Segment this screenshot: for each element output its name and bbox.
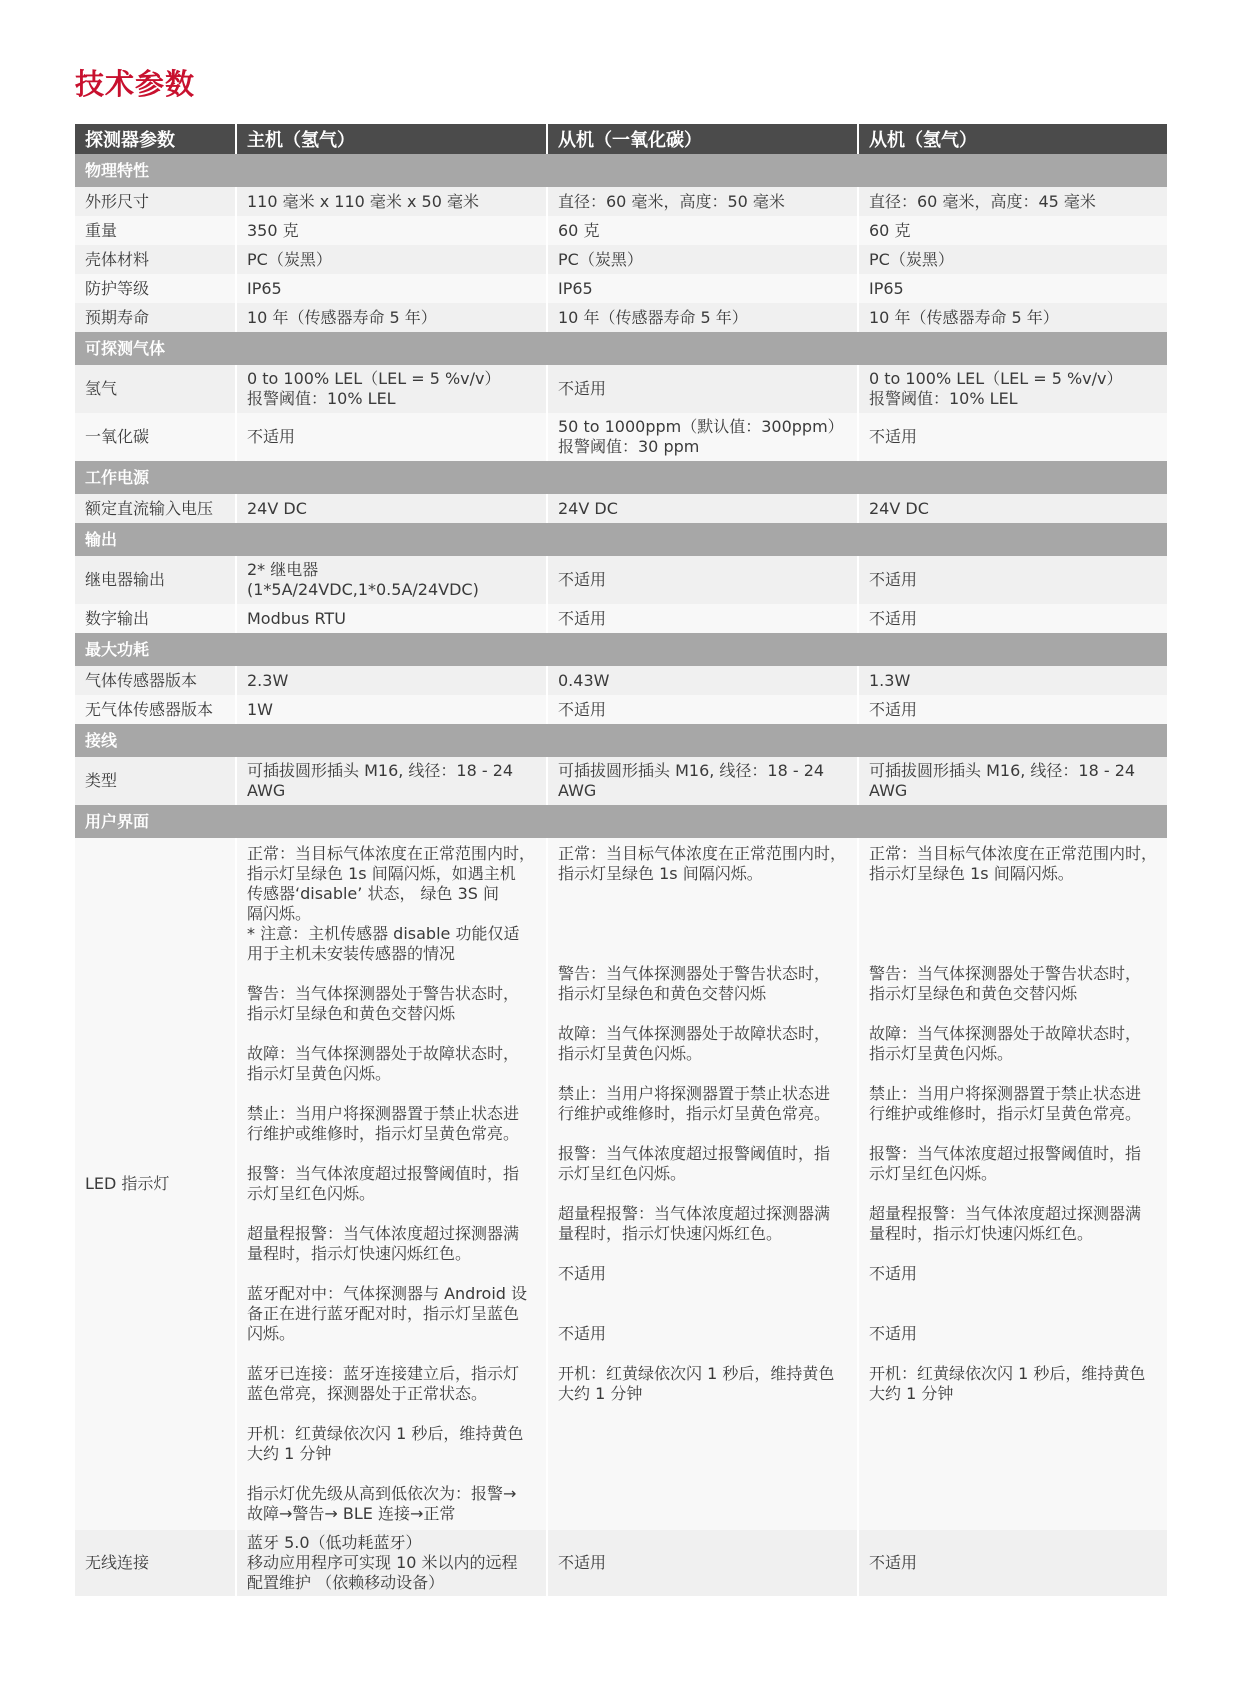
led-paragraph: 故障：当气体探测器处于故障状态时， 指示灯呈黄色闪烁。 [869, 1024, 1142, 1063]
param-label: 无线连接 [75, 1530, 236, 1596]
param-label: 重量 [75, 216, 236, 245]
led-paragraph: 报警：当气体浓度超过报警阈值时，指 示灯呈红色闪烁。 [247, 1164, 520, 1203]
value-master: 2.3W [236, 666, 547, 695]
value-slave-h2: 0 to 100% LEL（LEL = 5 %v/v） 报警阈值：10% LEL [858, 365, 1167, 413]
value-slave-co: 50 to 1000ppm（默认值：300ppm） 报警阈值：30 ppm [547, 413, 858, 461]
value-slave-co [547, 838, 858, 1530]
led-paragraph: 禁止：当用户将探测器置于禁止状态进 行维护或维修时，指示灯呈黄色常亮。 [869, 1084, 1142, 1123]
table-row [75, 187, 1167, 216]
value-slave-co: 直径：60 毫米，高度：50 毫米 [547, 187, 858, 216]
param-label: 防护等级 [75, 274, 236, 303]
param-label: 氢气 [75, 365, 236, 413]
section-ui [75, 805, 1167, 838]
param-label: 一氧化碳 [75, 413, 236, 461]
value-slave-h2: IP65 [858, 274, 1167, 303]
value-slave-h2: 可插拔圆形插头 M16, 线径：18 - 24 AWG [858, 757, 1167, 805]
param-label: 继电器输出 [75, 556, 236, 604]
led-paragraph: 警告：当气体探测器处于警告状态时， 指示灯呈绿色和黄色交替闪烁 [247, 984, 520, 1023]
section-consumption [75, 633, 1167, 666]
section-title: 工作电源 [75, 461, 1167, 494]
led-paragraph: 故障：当气体探测器处于故障状态时， 指示灯呈黄色闪烁。 [558, 1024, 831, 1063]
header-slave-co: 从机（一氧化碳） [547, 124, 858, 154]
table-row [75, 413, 1167, 461]
value-slave-co: 不适用 [547, 604, 858, 633]
param-label: 数字输出 [75, 604, 236, 633]
section-title: 用户界面 [75, 805, 1167, 838]
section-power [75, 461, 1167, 494]
led-paragraph: 超量程报警：当气体浓度超过探测器满 量程时，指示灯快速闪烁红色。 [247, 1224, 520, 1263]
table-row [75, 556, 1167, 604]
value-slave-h2: 直径：60 毫米，高度：45 毫米 [858, 187, 1167, 216]
table-row [75, 757, 1167, 805]
value-slave-h2: 不适用 [858, 604, 1167, 633]
header-master-h2: 主机（氢气） [236, 124, 547, 154]
value-slave-co: 24V DC [547, 494, 858, 523]
param-label: 外形尺寸 [75, 187, 236, 216]
led-paragraph: 警告：当气体探测器处于警告状态时， 指示灯呈绿色和黄色交替闪烁 [558, 964, 831, 1003]
param-label: 无气体传感器版本 [75, 695, 236, 724]
led-paragraph: 报警：当气体浓度超过报警阈值时，指 示灯呈红色闪烁。 [558, 1144, 831, 1183]
led-paragraph: 蓝牙配对中：气体探测器与 Android 设 备正在进行蓝牙配对时，指示灯呈蓝色 闪烁。 [247, 1284, 528, 1343]
table-row [75, 1530, 1167, 1596]
value-slave-co: 10 年（传感器寿命 5 年） [547, 303, 858, 332]
led-paragraph: 不适用 [558, 1324, 607, 1343]
table-row [75, 666, 1167, 695]
value-master: PC（炭黑） [236, 245, 547, 274]
section-title: 最大功耗 [75, 633, 1167, 666]
param-label: LED 指示灯 [75, 838, 236, 1530]
value-slave-co: 60 克 [547, 216, 858, 245]
value-slave-co: 可插拔圆形插头 M16, 线径：18 - 24 AWG [547, 757, 858, 805]
value-master: IP65 [236, 274, 547, 303]
section-title: 输出 [75, 523, 1167, 556]
led-paragraph: 不适用 [558, 1264, 607, 1283]
table-row [75, 494, 1167, 523]
table-row [75, 365, 1167, 413]
value-slave-co: 不适用 [547, 1530, 858, 1596]
table-row [75, 695, 1167, 724]
value-master: 1W [236, 695, 547, 724]
section-title: 物理特性 [75, 154, 1167, 187]
value-master: 0 to 100% LEL（LEL = 5 %v/v） 报警阈值：10% LEL [236, 365, 547, 413]
spec-table [75, 124, 1167, 1596]
led-paragraph: 超量程报警：当气体浓度超过探测器满 量程时，指示灯快速闪烁红色。 [869, 1204, 1142, 1243]
led-paragraph: 超量程报警：当气体浓度超过探测器满 量程时，指示灯快速闪烁红色。 [558, 1204, 831, 1243]
value-slave-co: 0.43W [547, 666, 858, 695]
value-master: 不适用 [236, 413, 547, 461]
param-label: 壳体材料 [75, 245, 236, 274]
led-paragraph: 正常：当目标气体浓度在正常范围内时， 指示灯呈绿色 1s 间隔闪烁。 [558, 844, 847, 883]
value-master: Modbus RTU [236, 604, 547, 633]
led-paragraph: 禁止：当用户将探测器置于禁止状态进 行维护或维修时，指示灯呈黄色常亮。 [558, 1084, 831, 1123]
value-slave-co: PC（炭黑） [547, 245, 858, 274]
value-slave-co: 不适用 [547, 365, 858, 413]
value-master: 24V DC [236, 494, 547, 523]
table-row [75, 838, 1167, 1530]
value-slave-h2: 10 年（传感器寿命 5 年） [858, 303, 1167, 332]
section-output [75, 523, 1167, 556]
value-slave-h2: 1.3W [858, 666, 1167, 695]
value-slave-h2: 不适用 [858, 556, 1167, 604]
value-master: 可插拔圆形插头 M16, 线径：18 - 24 AWG [236, 757, 547, 805]
table-row [75, 604, 1167, 633]
value-slave-h2: 不适用 [858, 1530, 1167, 1596]
table-row [75, 245, 1167, 274]
led-paragraph: 警告：当气体探测器处于警告状态时， 指示灯呈绿色和黄色交替闪烁 [869, 964, 1142, 1003]
header-slave-h2: 从机（氢气） [858, 124, 1167, 154]
value-slave-co: 不适用 [547, 556, 858, 604]
table-row [75, 216, 1167, 245]
value-slave-h2: 不适用 [858, 413, 1167, 461]
led-paragraph: 禁止：当用户将探测器置于禁止状态进 行维护或维修时，指示灯呈黄色常亮。 [247, 1104, 520, 1143]
value-slave-h2: 24V DC [858, 494, 1167, 523]
value-slave-h2: 不适用 [858, 695, 1167, 724]
led-paragraph: 蓝牙已连接：蓝牙连接建立后，指示灯 蓝色常亮，探测器处于正常状态。 [247, 1364, 520, 1403]
value-slave-co: 不适用 [547, 695, 858, 724]
page-title: 技术参数 [75, 67, 196, 101]
header-row [75, 124, 1167, 154]
header-param: 探测器参数 [75, 124, 236, 154]
value-master [236, 838, 547, 1530]
value-slave-co: IP65 [547, 274, 858, 303]
value-master: 350 克 [236, 216, 547, 245]
led-paragraph: 报警：当气体浓度超过报警阈值时，指 示灯呈红色闪烁。 [869, 1144, 1142, 1183]
section-gas [75, 332, 1167, 365]
table-row [75, 303, 1167, 332]
value-master: 110 毫米 x 110 毫米 x 50 毫米 [236, 187, 547, 216]
section-physical [75, 154, 1167, 187]
led-paragraph: 正常：当目标气体浓度在正常范围内时， 指示灯呈绿色 1s 间隔闪烁，如遇主机 传感器‘disable’ 状态， 绿色 3S 间 隔闪烁。 * 注意：主机传感器 disable 功能仅适 用于主机未安装传感器的情况 [247, 844, 536, 963]
section-title: 接线 [75, 724, 1167, 757]
section-wiring [75, 724, 1167, 757]
led-paragraph: 不适用 [869, 1324, 918, 1343]
value-master: 2* 继电器 (1*5A/24VDC,1*0.5A/24VDC) [236, 556, 547, 604]
param-label: 类型 [75, 757, 236, 805]
led-paragraph: 开机：红黄绿依次闪 1 秒后，维持黄色 大约 1 分钟 [869, 1364, 1146, 1403]
value-slave-h2: 60 克 [858, 216, 1167, 245]
led-paragraph: 故障：当气体探测器处于故障状态时， 指示灯呈黄色闪烁。 [247, 1044, 520, 1083]
param-label: 预期寿命 [75, 303, 236, 332]
param-label: 气体传感器版本 [75, 666, 236, 695]
led-paragraph: 不适用 [869, 1264, 918, 1283]
value-slave-h2 [858, 838, 1167, 1530]
value-master: 10 年（传感器寿命 5 年） [236, 303, 547, 332]
value-master: 蓝牙 5.0（低功耗蓝牙） 移动应用程序可实现 10 米以内的远程 配置维护 （依赖移动设备） [236, 1530, 547, 1596]
led-paragraph: 开机：红黄绿依次闪 1 秒后，维持黄色 大约 1 分钟 [247, 1424, 524, 1463]
led-paragraph: 开机：红黄绿依次闪 1 秒后，维持黄色 大约 1 分钟 [558, 1364, 835, 1403]
led-paragraph: 指示灯优先级从高到低依次为：报警→ 故障→警告→ BLE 连接→正常 [247, 1484, 517, 1523]
param-label: 额定直流输入电压 [75, 494, 236, 523]
table-row [75, 274, 1167, 303]
led-paragraph: 正常：当目标气体浓度在正常范围内时， 指示灯呈绿色 1s 间隔闪烁。 [869, 844, 1158, 883]
section-title: 可探测气体 [75, 332, 1167, 365]
value-slave-h2: PC（炭黑） [858, 245, 1167, 274]
